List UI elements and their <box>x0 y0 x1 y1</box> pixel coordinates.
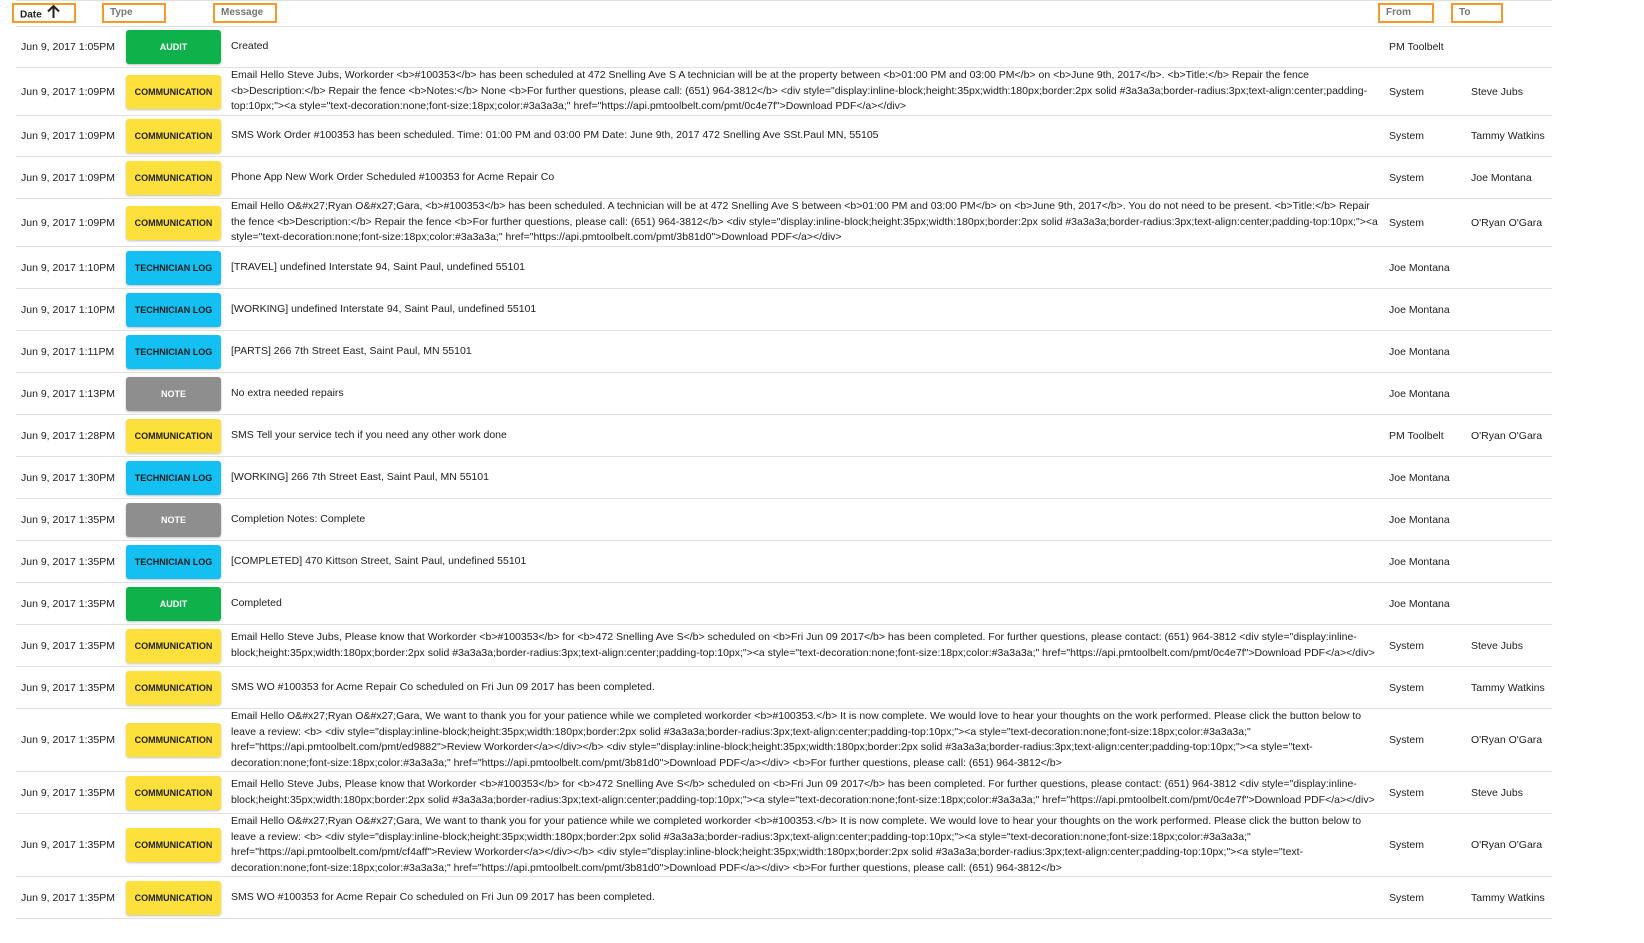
type-badge: COMMUNICATION <box>126 419 221 453</box>
type-cell <box>126 157 221 198</box>
date-cell: Jun 9, 2017 1:09PM <box>21 171 115 184</box>
message-cell <box>231 331 1381 372</box>
type-cell <box>126 457 221 498</box>
date-cell: Jun 9, 2017 1:35PM <box>21 555 115 568</box>
type-cell <box>126 247 221 288</box>
to-cell: O'Ryan O'Gara <box>1471 216 1543 229</box>
to-cell <box>1471 583 1556 624</box>
from-column-header[interactable] <box>1378 3 1434 23</box>
message-cell <box>231 877 1381 918</box>
type-cell <box>126 583 221 624</box>
type-badge: TECHNICIAN LOG <box>126 293 221 327</box>
type-cell <box>126 415 221 456</box>
type-cell <box>126 814 221 876</box>
from-cell: Joe Montana <box>1389 597 1450 610</box>
from-cell: PM Toolbelt <box>1389 41 1444 53</box>
date-cell: Jun 9, 2017 1:11PM <box>21 345 115 358</box>
table-row[interactable] <box>16 289 1552 331</box>
message-cell <box>231 625 1381 666</box>
message-text: SMS WO #100353 for Acme Repair Co scheduled on Fri Jun 09 2017 has been completed. <box>231 680 655 693</box>
date-cell: Jun 9, 2017 1:30PM <box>21 471 115 484</box>
from-cell: System <box>1389 85 1425 98</box>
type-badge: COMMUNICATION <box>126 629 221 663</box>
message-text: [COMPLETED] 470 Kittson Street, Saint Paul, undefined 55101 <box>231 554 527 567</box>
date-cell: Jun 9, 2017 1:35PM <box>21 639 115 652</box>
table-body <box>16 27 1552 919</box>
from-cell: System <box>1389 681 1425 694</box>
type-cell <box>126 772 221 813</box>
table-row[interactable] <box>16 772 1552 814</box>
arrow-up-icon <box>47 5 60 25</box>
from-cell: System <box>1389 130 1425 142</box>
message-cell <box>231 667 1381 708</box>
table-row[interactable] <box>16 116 1552 157</box>
to-cell: O'Ryan O'Gara <box>1471 429 1543 442</box>
type-cell <box>126 68 221 115</box>
from-cell: System <box>1389 839 1425 851</box>
type-badge: COMMUNICATION <box>126 119 221 153</box>
from-cell: PM Toolbelt <box>1389 429 1444 442</box>
message-cell <box>231 27 1381 67</box>
date-column-header[interactable] <box>12 3 76 23</box>
type-badge: TECHNICIAN LOG <box>126 461 221 495</box>
activity-log-table <box>16 0 1552 919</box>
message-cell <box>231 415 1381 456</box>
to-header-label: To <box>1459 7 1471 18</box>
to-column-header[interactable] <box>1451 3 1503 23</box>
message-cell <box>231 814 1381 876</box>
message-text: SMS WO #100353 for Acme Repair Co scheduled on Fri Jun 09 2017 has been completed. <box>231 890 655 903</box>
from-cell: Joe Montana <box>1389 387 1450 400</box>
date-header-label: Date <box>20 9 42 21</box>
message-cell <box>231 772 1381 813</box>
message-cell <box>231 289 1381 330</box>
to-cell <box>1471 289 1556 330</box>
from-header-label: From <box>1386 7 1411 18</box>
to-cell: Steve Jubs <box>1471 639 1523 652</box>
message-text: [WORKING] undefined Interstate 94, Saint Paul, undefined 55101 <box>231 302 537 315</box>
type-badge: NOTE <box>126 377 221 411</box>
to-cell: O'Ryan O'Gara <box>1471 839 1543 851</box>
date-cell: Jun 9, 2017 1:09PM <box>21 216 115 229</box>
message-cell <box>231 541 1381 582</box>
to-cell <box>1471 27 1556 67</box>
table-row[interactable] <box>16 247 1552 289</box>
type-cell <box>126 116 221 156</box>
message-text: Completed <box>231 596 282 609</box>
message-cell <box>231 199 1381 246</box>
date-cell: Jun 9, 2017 1:35PM <box>21 597 115 610</box>
message-cell <box>231 373 1381 414</box>
message-text: [WORKING] 266 7th Street East, Saint Paul, MN 55101 <box>231 470 489 483</box>
to-cell <box>1471 373 1556 414</box>
type-cell <box>126 877 221 918</box>
type-badge: NOTE <box>126 503 221 537</box>
from-cell: System <box>1389 171 1425 184</box>
type-badge: AUDIT <box>126 30 221 64</box>
to-cell: Tammy Watkins <box>1471 891 1545 904</box>
message-text: [TRAVEL] undefined Interstate 94, Saint Paul, undefined 55101 <box>231 260 526 273</box>
table-row[interactable] <box>16 814 1552 877</box>
type-badge: COMMUNICATION <box>126 881 221 915</box>
type-badge: COMMUNICATION <box>126 828 221 862</box>
from-cell: Joe Montana <box>1389 261 1450 274</box>
date-cell: Jun 9, 2017 1:09PM <box>21 85 115 98</box>
table-row[interactable] <box>16 667 1552 709</box>
type-cell <box>126 709 221 771</box>
message-text: Email Hello O&#x27;Ryan O&#x27;Gara, We want to thank you for your patience while we completed workorder <b>#100353.</b> It is now complete. We would love to hear your thoughts on the work performed. Please click the button below to leave a review: <b> <div style="display:inline-block;height:35px;width:180px;border:2px solid #3a3a3a;border-radius:3px;text-align:center;padding-top:10px;"><a style="text-decoration:none;font-size:18px;color:#3a3a3a;" href="https://api.pmtoolbelt.com/pmt/cf4aff">Review Workorder</a></div></b> <div style="display:inline-block;height:35px;width:180px;border:2px solid #3a3a3a;border-radius:3px;text-align:center;padding-top:10px;"><a style="text-decoration:none;font-size:18px;color:#3a3a3a;" href="https://api.pmtoolbelt.com/pmt/3b81d0">Download PDF</a></div> <b>For further questions, please call: (651) 964-3812</b> <box>231 815 1362 874</box>
table-row[interactable] <box>16 625 1552 667</box>
message-text: SMS Work Order #100353 has been scheduled. Time: 01:00 PM and 03:00 PM Date: June 9th, 2017 472 Snelling Ave SSt.Paul MN, 55105 <box>231 129 879 142</box>
table-row[interactable] <box>16 199 1552 247</box>
message-cell <box>231 499 1381 540</box>
message-text: Email Hello O&#x27;Ryan O&#x27;Gara, We want to thank you for your patience while we completed workorder <b>#100353.</b> It is now complete. We would love to hear your thoughts on the work performed. Please click the button below to leave a review: <b> <div style="display:inline-block;height:35px;width:180px;border:2px solid #3a3a3a;border-radius:3px;text-align:center;padding-top:10px;"><a style="text-decoration:none;font-size:18px;color:#3a3a3a;" href="https://api.pmtoolbelt.com/pmt/ed9882">Review Workorder</a></div></b> <div style="display:inline-block;height:35px;width:180px;border:2px solid #3a3a3a;border-radius:3px;text-align:center;padding-top:10px;"><a style="text-decoration:none;font-size:18px;color:#3a3a3a;" href="https://api.pmtoolbelt.com/pmt/3b81d0">Download PDF</a></div> <b>For further questions, please call: (651) 964-3812</b> <box>231 710 1362 769</box>
from-cell: System <box>1389 734 1425 746</box>
type-badge: COMMUNICATION <box>126 723 221 757</box>
table-row[interactable] <box>16 499 1552 541</box>
message-text: Email Hello Steve Jubs, Please know that Workorder <b>#100353</b> for <b>472 Snelling Ave S</b> scheduled on <b>Fri Jun 09 2017</b> has been completed. For further questions, please contact: (651) 964-3812 <div style="display:inline-block;height:35px;width:180px;border:2px solid #3a3a3a;border-radius:3px;text-align:center;padding-top:10px;"><a style="text-decoration:none;font-size:18px;color:#3a3a3a;" href="https://api.pmtoolbelt.com/pmt/0c4e7f">Download PDF</a></div> <box>231 778 1375 806</box>
to-cell: Steve Jubs <box>1471 85 1523 98</box>
table-row[interactable] <box>16 877 1552 919</box>
date-cell: Jun 9, 2017 1:10PM <box>21 303 115 316</box>
from-cell: System <box>1389 216 1425 229</box>
date-cell: Jun 9, 2017 1:35PM <box>21 891 115 904</box>
type-badge: COMMUNICATION <box>126 161 221 195</box>
to-cell <box>1471 247 1556 288</box>
from-cell: Joe Montana <box>1389 513 1450 526</box>
type-cell <box>126 625 221 666</box>
type-cell <box>126 331 221 372</box>
table-row[interactable] <box>16 27 1552 68</box>
to-cell <box>1471 499 1556 540</box>
message-text: Completion Notes: Complete <box>231 512 366 525</box>
from-cell: System <box>1389 786 1425 799</box>
type-badge: COMMUNICATION <box>126 671 221 705</box>
message-text: No extra needed repairs <box>231 386 344 399</box>
to-cell: Tammy Watkins <box>1471 130 1545 142</box>
message-text: Phone App New Work Order Scheduled #100353 for Acme Repair Co <box>231 170 555 183</box>
type-cell <box>126 667 221 708</box>
table-row[interactable] <box>16 68 1552 116</box>
date-cell: Jun 9, 2017 1:28PM <box>21 429 115 442</box>
table-row[interactable] <box>16 709 1552 772</box>
type-column-header[interactable] <box>102 3 166 23</box>
type-badge: COMMUNICATION <box>126 776 221 810</box>
date-cell: Jun 9, 2017 1:35PM <box>21 681 115 694</box>
to-cell <box>1471 331 1556 372</box>
from-cell: Joe Montana <box>1389 345 1450 358</box>
message-header-label: Message <box>221 7 264 18</box>
to-cell: O'Ryan O'Gara <box>1471 734 1543 746</box>
type-cell <box>126 27 221 67</box>
to-cell <box>1471 541 1556 582</box>
table-row[interactable] <box>16 457 1552 499</box>
to-cell: Tammy Watkins <box>1471 681 1545 694</box>
date-cell: Jun 9, 2017 1:09PM <box>21 130 115 142</box>
message-cell <box>231 157 1381 198</box>
table-row[interactable] <box>16 583 1552 625</box>
type-cell <box>126 499 221 540</box>
to-cell: Steve Jubs <box>1471 786 1523 799</box>
table-header <box>16 0 1552 27</box>
date-cell: Jun 9, 2017 1:35PM <box>21 786 115 799</box>
type-cell <box>126 289 221 330</box>
message-text: SMS Tell your service tech if you need any other work done <box>231 428 507 441</box>
type-badge: TECHNICIAN LOG <box>126 545 221 579</box>
from-cell: System <box>1389 891 1425 904</box>
message-text: [PARTS] 266 7th Street East, Saint Paul, MN 55101 <box>231 344 472 357</box>
message-cell <box>231 583 1381 624</box>
message-cell <box>231 457 1381 498</box>
message-cell <box>231 116 1381 156</box>
type-cell <box>126 199 221 246</box>
message-cell <box>231 709 1381 771</box>
date-cell: Jun 9, 2017 1:35PM <box>21 734 115 746</box>
type-badge: COMMUNICATION <box>126 206 221 240</box>
message-cell <box>231 247 1381 288</box>
table-row[interactable] <box>16 373 1552 415</box>
from-cell: Joe Montana <box>1389 471 1450 484</box>
type-badge: AUDIT <box>126 587 221 621</box>
table-row[interactable] <box>16 541 1552 583</box>
message-text: Email Hello O&#x27;Ryan O&#x27;Gara, <b>#100353</b> has been scheduled. A technician will be at 472 Snelling Ave S between <b>01:00 PM and 03:00 PM</b> on <b>June 9th, 2017</b>. You do not need to be present. <b>Title:</b> Repair the fence <b>Description:</b> Repair the fence <b>For further questions, please call: (651) 964-3812</b> <div style="display:inline-block;height:35px;width:180px;border:2px solid #3a3a3a;border-radius:3px;text-align:center;padding-top:10px;"><a style="text-decoration:none;font-size:18px;color:#3a3a3a;" href="https://api.pmtoolbelt.com/pmt/3b81d0">Download PDF</a></div> <box>231 200 1378 244</box>
from-cell: Joe Montana <box>1389 555 1450 568</box>
date-cell: Jun 9, 2017 1:13PM <box>21 387 115 400</box>
table-row[interactable] <box>16 331 1552 373</box>
to-cell: Joe Montana <box>1471 171 1532 184</box>
type-cell <box>126 373 221 414</box>
date-cell: Jun 9, 2017 1:35PM <box>21 839 115 851</box>
date-cell: Jun 9, 2017 1:35PM <box>21 513 115 526</box>
date-cell: Jun 9, 2017 1:10PM <box>21 261 115 274</box>
message-cell <box>231 68 1381 115</box>
date-cell: Jun 9, 2017 1:05PM <box>21 41 115 53</box>
table-row[interactable] <box>16 157 1552 199</box>
type-badge: TECHNICIAN LOG <box>126 335 221 369</box>
message-column-header[interactable] <box>213 3 277 23</box>
from-cell: Joe Montana <box>1389 303 1450 316</box>
message-text: Email Hello Steve Jubs, Workorder <b>#100353</b> has been scheduled at 472 Snelling Ave S A technician will be at the property between <b>01:00 PM and 03:00 PM</b> on <b>June 9th, 2017</b>. <b>Title:</b> Repair the fence <b>Description:</b> Repair the fence <b>Notes:</b> None <b>For further questions, please call: (651) 964-3812</b> <div style="display:inline-block;height:35px;width:180px;border:2px solid #3a3a3a;border-radius:3px;text-align:center;padding-top:10px;"><a style="text-decoration:none;font-size:18px;color:#3a3a3a;" href="https://api.pmtoolbelt.com/pmt/0c4e7f">Download PDF</a></div> <box>231 69 1368 113</box>
type-header-label: Type <box>110 7 133 18</box>
message-text: Email Hello Steve Jubs, Please know that Workorder <b>#100353</b> for <b>472 Snelling Ave S</b> scheduled on <b>Fri Jun 09 2017</b> has been completed. For further questions, please contact: (651) 964-3812 <div style="display:inline-block;height:35px;width:180px;border:2px solid #3a3a3a;border-radius:3px;text-align:center;padding-top:10px;"><a style="text-decoration:none;font-size:18px;color:#3a3a3a;" href="https://api.pmtoolbelt.com/pmt/0c4e7f">Download PDF</a></div> <box>231 631 1375 659</box>
from-cell: System <box>1389 639 1425 652</box>
type-cell <box>126 541 221 582</box>
message-text: Created <box>231 40 269 53</box>
type-badge: COMMUNICATION <box>126 75 221 109</box>
table-row[interactable] <box>16 415 1552 457</box>
to-cell <box>1471 457 1556 498</box>
type-badge: TECHNICIAN LOG <box>126 251 221 285</box>
